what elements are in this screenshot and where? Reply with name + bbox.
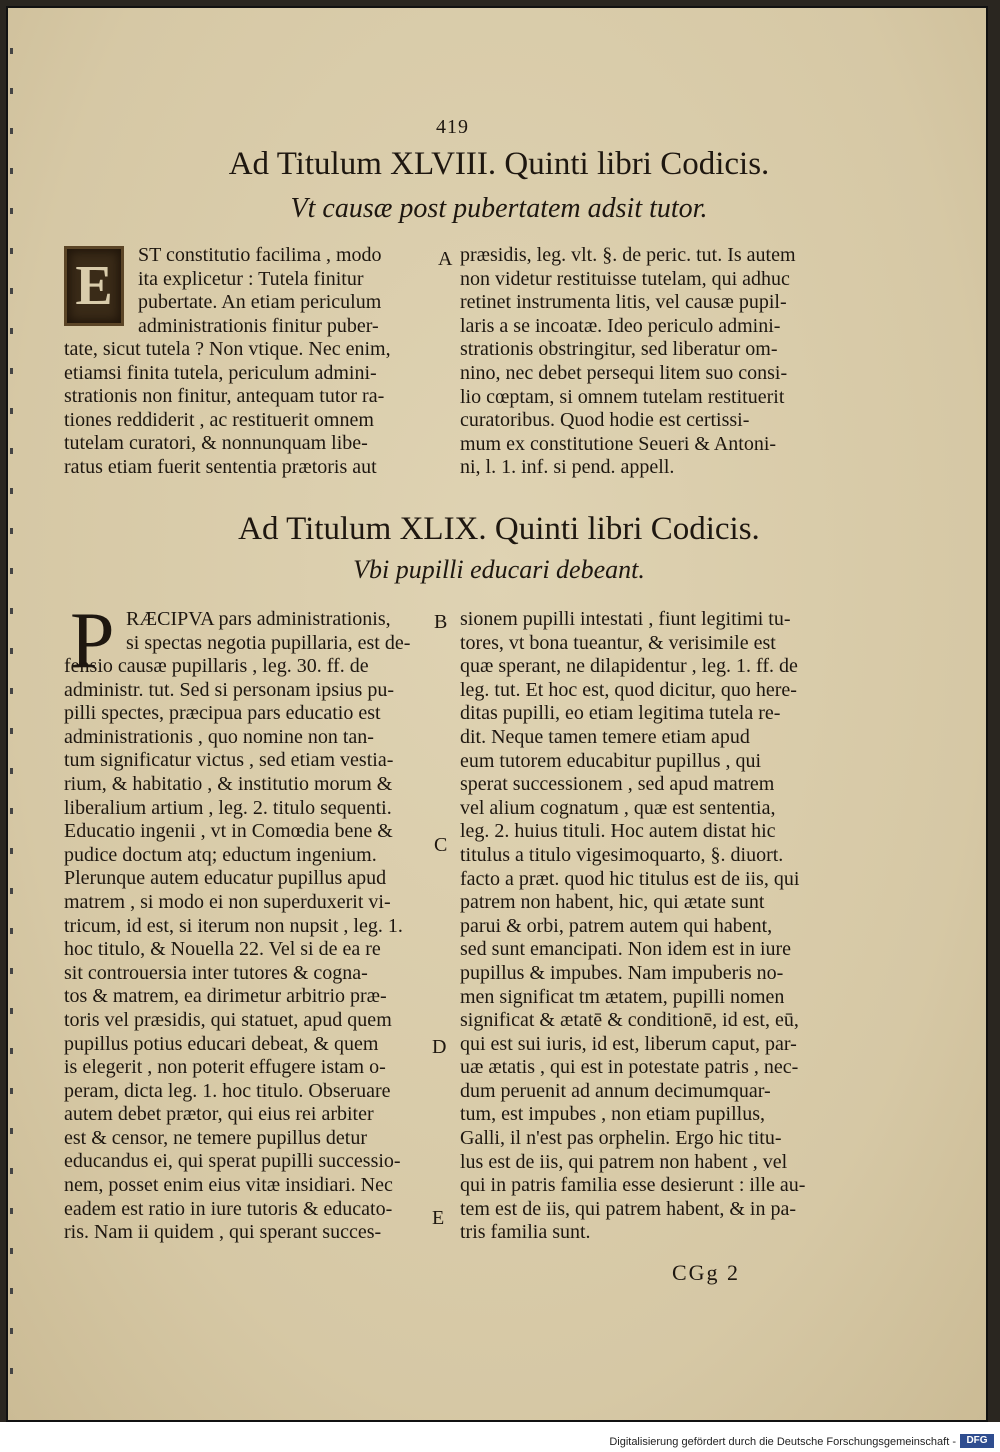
- text-line: dum peruenit ad annum decimumquar-: [460, 1079, 771, 1102]
- margin-letter-b: B: [434, 611, 448, 633]
- text-line: quæ sperant, ne dilapidentur , leg. 1. ff. de: [460, 655, 798, 678]
- text-line: sionem pupilli intestati , fiunt legitimi tu-: [460, 608, 791, 630]
- text-line: men significat tm ætatem, pupilli nomen: [460, 985, 785, 1008]
- text-line: etiamsi finita tutela, periculum admini-: [64, 361, 377, 384]
- text-line: tum significatur victus , sed etiam vestia-: [64, 749, 394, 772]
- binding-edge: [10, 48, 13, 1408]
- text-line: Educatio ingenii , vt in Comœdia bene &: [64, 820, 393, 843]
- text-line: administrationis finitur puber-: [138, 314, 379, 337]
- text-line: eadem est ratio in iure tutoris & educato-: [64, 1197, 393, 1220]
- margin-letter-c: C: [434, 834, 448, 856]
- text-line: sed sunt emancipati. Non idem est in iure: [460, 938, 792, 961]
- text-line: leg. tut. Et hoc est, quod dicitur, quo here-: [460, 678, 797, 701]
- text-line: ratus etiam fuerit sententia prætoris aut: [64, 455, 377, 478]
- text-line: patrem non habent, hic, qui ætate sunt: [460, 891, 765, 914]
- text-line: laris a se incoatæ. Ideo periculo admini-: [460, 314, 781, 337]
- text-line: lus est de iis, qui patrem non habent , vel: [460, 1150, 788, 1173]
- text-line: vel alium cognatum , quæ est sententia,: [460, 796, 776, 819]
- text-line: matrem , si modo ei non superduxerit vi-: [64, 890, 391, 913]
- text-line: non videtur restituisse tutelam, qui adhuc: [460, 267, 790, 290]
- text-line: ris. Nam ii quidem , qui sperant succes-: [64, 1221, 382, 1244]
- text-line: strationis non finitur, antequam tutor ra-: [64, 385, 385, 408]
- text-line: sperat successionem , sed apud matrem: [460, 773, 775, 796]
- text-line: parui & orbi, patrem autem qui habent,: [460, 914, 773, 937]
- text-line: retinet instrumenta litis, vel causæ pupil-: [460, 291, 787, 314]
- text-line: Plerunque autem educatur pupillus apud: [64, 867, 387, 890]
- text-line: tricum, id est, si iterum non nupsit , leg. 1.: [64, 914, 403, 937]
- margin-letter-d: D: [432, 1036, 447, 1058]
- text-line: administrationis , quo nomine non tan-: [64, 725, 374, 748]
- text-line: tutelam curatori, & nonnunquam libe-: [64, 432, 368, 455]
- section2-left-column-intro: [126, 608, 446, 655]
- text-line: hoc titulo, & Nouella 22. Vel si de ea re: [64, 938, 381, 961]
- margin-letter-e: E: [432, 1207, 445, 1229]
- initial-p: P: [70, 597, 115, 685]
- section2-subtitle: Vbi pupilli educari debeant.: [353, 555, 645, 584]
- page-number: 419: [436, 116, 469, 138]
- text-line: tum, est impubes , non etiam pupillus,: [460, 1103, 765, 1126]
- text-line: pubertate. An etiam periculum: [138, 291, 382, 314]
- text-line: pupillus & impubes. Nam impuberis no-: [460, 961, 784, 984]
- text-line: eum tutorem educabitur pupillus , qui: [460, 749, 762, 772]
- text-line: tem est de iis, qui patrem habent, & in pa-: [460, 1197, 797, 1220]
- text-line: qui in patris familia esse desierunt : ille au-: [460, 1174, 806, 1197]
- text-line: autem debet prætor, qui eius rei arbiter: [64, 1103, 374, 1126]
- text-line: tate, sicut tutela ? Non vtique. Nec enim,: [64, 338, 391, 360]
- text-line: tores, vt bona tueantur, & verisimile est: [460, 631, 776, 654]
- text-line: pilli spectes, præcipua pars educatio est: [64, 702, 381, 725]
- text-line: lio cœptam, si omnem tutelam restituerit: [460, 385, 785, 408]
- text-line: pudice doctum atq; eductum ingenium.: [64, 843, 377, 866]
- text-line: nino, nec debet persequi litem suo consi-: [460, 361, 788, 384]
- text-line: si spectas negotia pupillaria, est de-: [126, 631, 411, 654]
- text-line: curatoribus. Quod hodie est certissi-: [460, 409, 750, 432]
- text-line: peram, dicta leg. 1. hoc titulo. Obseruare: [64, 1079, 391, 1102]
- scanned-page: [6, 6, 988, 1422]
- text-line: is elegerit , non poterit effugere istam o-: [64, 1056, 386, 1079]
- text-line: facto a præt. quod hic titulus est de iis, qui: [460, 867, 800, 890]
- text-line: fensio causæ pupillaris , leg. 30. ff. de: [64, 655, 369, 677]
- section1-left-column: [138, 244, 438, 338]
- dfg-logo: DFG: [960, 1434, 994, 1448]
- text-line: uæ ætatis , qui est in potestate patris , nec-: [460, 1056, 799, 1079]
- text-line: dit. Neque tamen temere etiam apud: [460, 725, 750, 748]
- text-line: tiones reddiderit , ac restituerit omnem: [64, 408, 374, 431]
- text-line: tos & matrem, ea dirimetur arbitrio præ-: [64, 985, 387, 1008]
- margin-letter-a: A: [438, 248, 453, 270]
- text-line: Galli, il n'est pas orphelin. Ergo hic titu-: [460, 1127, 782, 1150]
- ornamental-initial-e: E: [64, 246, 124, 326]
- text-line: toris vel præsidis, qui statuet, apud quem: [64, 1008, 392, 1031]
- text-line: ni, l. 1. inf. si pend. appell.: [460, 456, 675, 479]
- section1-left-column-full: [64, 338, 444, 480]
- text-line: educandus ei, qui sperat pupilli successio-: [64, 1150, 401, 1173]
- text-line: mum ex constitutione Seueri & Antoni-: [460, 432, 777, 455]
- text-line: nem, posset enim eius vitæ insidiari. Nec: [64, 1174, 393, 1197]
- signature-mark: CGg 2: [672, 1260, 741, 1285]
- section1-title: Ad Titulum XLVIII. Quinti libri Codicis.: [228, 146, 770, 182]
- text-line: præsidis, leg. vlt. §. de peric. tut. Is autem: [460, 244, 796, 266]
- text-line: leg. 2. huius tituli. Hoc autem distat hic: [460, 820, 776, 843]
- text-line: est & censor, ne temere pupillus detur: [64, 1126, 367, 1149]
- text-line: tris familia sunt.: [460, 1221, 591, 1244]
- text-line: rium, & habitatio , & institutio morum &: [64, 772, 393, 795]
- text-line: qui est sui iuris, id est, liberum caput, par-: [460, 1032, 797, 1055]
- text-line: ditas pupilli, eo etiam legitima tutela re-: [460, 702, 781, 725]
- text-line: titulus a titulo vigesimoquarto, §. diuort.: [460, 843, 784, 866]
- section2-right-column: [460, 608, 840, 1245]
- section2-title: Ad Titulum XLIX. Quinti libri Codicis.: [238, 511, 760, 547]
- section2-left-column: [64, 655, 447, 1245]
- text-line: significat & ætatē & conditionē, id est, eū,: [460, 1009, 799, 1032]
- section1-right-column: [460, 244, 840, 480]
- text-line: ST constitutio facilima , modo: [138, 244, 382, 266]
- text-line: pupillus potius educari debeat, & quem: [64, 1032, 379, 1055]
- text-line: ita explicetur : Tutela finitur: [138, 267, 364, 290]
- text-line: sit controuersia inter tutores & cogna-: [64, 961, 368, 984]
- text-line: liberalium artium , leg. 2. titulo sequenti.: [64, 796, 392, 819]
- text-line: RÆCIPVA pars administrationis,: [126, 608, 391, 630]
- section1-subtitle: Vt causæ post pubertatem adsit tutor.: [290, 193, 708, 224]
- funding-credit: Digitalisierung gefördert durch die Deutsche Forschungsgemeinschaft -: [609, 1436, 956, 1448]
- text-line: administr. tut. Sed si personam ipsius pu-: [64, 678, 394, 701]
- text-line: strationis obstringitur, sed liberatur om-: [460, 338, 778, 361]
